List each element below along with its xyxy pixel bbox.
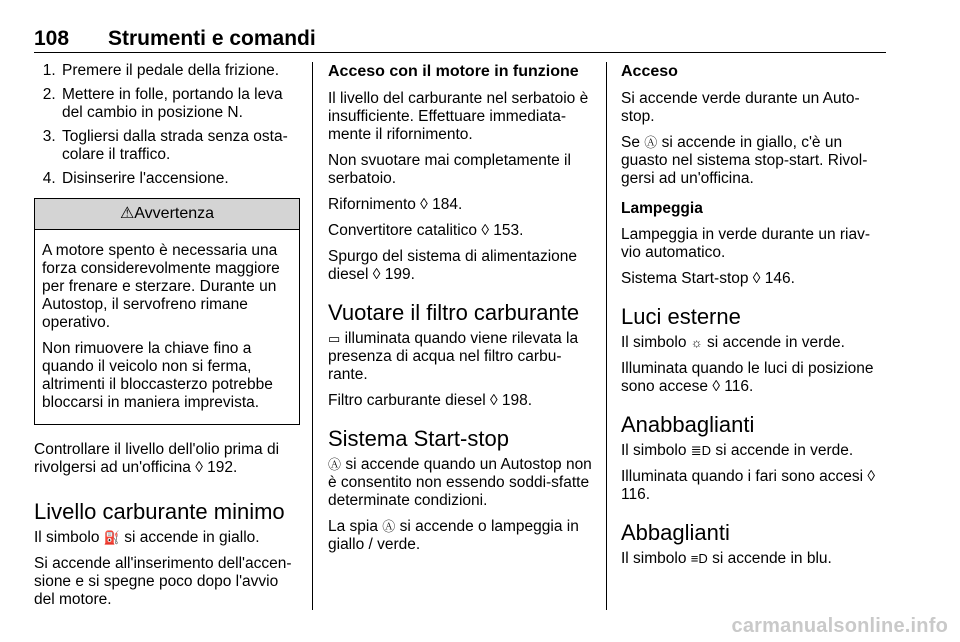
warning-header: [35, 199, 299, 230]
paragraph-text: si accende o lampeggia in giallo / verde.: [328, 518, 579, 553]
side-lights-icon: ☼: [690, 335, 703, 350]
section-heading: Livello carburante minimo: [34, 499, 285, 524]
paragraph: [34, 529, 300, 547]
symbol-label: Il simbolo: [34, 529, 100, 546]
section-heading: Luci esterne: [621, 304, 741, 329]
paragraph: Lampeggia in verde durante un riav-vio automatico.: [621, 226, 871, 261]
paragraph: [621, 550, 887, 568]
paragraph: Si accende verde durante un Auto-stop.: [621, 90, 860, 125]
paragraph: [621, 334, 887, 352]
column-divider: [606, 62, 607, 610]
paragraph: [328, 330, 594, 384]
paragraph: Il livello del carburante nel serbatoio è insufficiente. Effettuare immediata-mente il rifornimento.: [328, 90, 589, 143]
list-item: 2. Mettere in folle, portando la leva del cambio in posizione N.: [60, 86, 300, 122]
page-title: Strumenti e comandi: [108, 27, 316, 50]
water-in-fuel-icon: ▭: [328, 331, 341, 346]
paragraph: [621, 442, 887, 460]
reference: Filtro carburante diesel ◊ 198.: [328, 392, 533, 409]
warning-text: Non rimuovere la chiave fino a quando il veicolo non si ferma, altrimenti il bloccasterzo potrebbe bloccarsi in maniera imprevista.: [42, 340, 273, 411]
column-divider: [312, 62, 313, 610]
watermark: carmanualsonline.info: [731, 615, 948, 637]
list-item: 4. Disinserire l'accensione.: [60, 170, 300, 188]
list-item: 3. Togliersi dalla strada senza osta-colare il traffico.: [60, 128, 300, 164]
symbol-label: Il simbolo: [621, 334, 687, 351]
section-heading: Anabbaglianti: [621, 412, 755, 437]
symbol-label: Se: [621, 134, 640, 151]
column-3: [621, 62, 887, 576]
paragraph: Illuminata quando le luci di posizione sono accese ◊ 116.: [621, 360, 874, 395]
high-beam-icon: ≡D: [690, 551, 708, 566]
paragraph: Si accende all'inserimento dell'accen-sione e si spegne poco dopo l'avvio del motore.: [34, 555, 292, 608]
paragraph-text: si accende quando un Autostop non è consentito non essendo soddi-sfatte determinate condizioni.: [328, 456, 592, 509]
paragraph: Non svuotare mai completamente il serbatoio.: [328, 152, 571, 187]
column-2: [328, 62, 594, 562]
reference: Spurgo del sistema di alimentazione diesel ◊ 199.: [328, 248, 577, 283]
reference: Sistema Start-stop ◊ 146.: [621, 270, 795, 287]
page-header: [34, 24, 886, 53]
autostop-icon: Ⓐ: [644, 135, 658, 150]
paragraph-text: illuminata quando viene rilevata la presenza di acqua nel filtro carbu-rante.: [328, 330, 579, 383]
column-1: [34, 62, 300, 617]
paragraph-text: si accende in giallo, c'è un guasto nel sistema stop-start. Rivol-gersi ad un'officina.: [621, 134, 868, 187]
fuel-pump-icon: ⛽: [103, 530, 120, 545]
paragraph: [621, 134, 887, 188]
paragraph: Illuminata quando i fari sono accesi ◊ 116.: [621, 468, 876, 503]
page-number: 108: [34, 27, 70, 50]
subsection-heading: Acceso: [621, 63, 678, 80]
paragraph-text: si accende in giallo.: [124, 529, 260, 546]
subsection-heading: Acceso con il motore in funzione: [328, 63, 579, 80]
section-heading: Abbaglianti: [621, 520, 730, 545]
warning-text: A motore spento è necessaria una forza considerevolmente maggiore per frenare e sterzare. Durante un Autostop, il servofreno rimane operativo.: [42, 242, 280, 331]
reference: Rifornimento ◊ 184.: [328, 196, 463, 213]
steps-list: [34, 62, 300, 188]
autostop-icon: Ⓐ: [382, 519, 396, 534]
symbol-label: Il simbolo: [621, 550, 687, 567]
section-heading: Vuotare il filtro carburante: [328, 300, 580, 325]
paragraph-text: si accende in blu.: [712, 550, 832, 567]
paragraph: [328, 456, 594, 510]
paragraph: [328, 518, 594, 554]
section-heading: Sistema Start-stop: [328, 426, 509, 451]
symbol-label: La spia: [328, 518, 378, 535]
reference: Convertitore catalitico ◊ 153.: [328, 222, 524, 239]
warning-title: Avvertenza: [134, 205, 215, 222]
paragraph-text: si accende in verde.: [715, 442, 854, 459]
warning-box: [34, 198, 300, 425]
warning-triangle-icon: ⚠: [119, 205, 135, 222]
paragraph-text: si accende in verde.: [707, 334, 845, 351]
low-beam-icon: ≣D: [690, 443, 712, 458]
autostop-off-icon: Ⓐ: [328, 457, 342, 472]
symbol-label: Il simbolo: [621, 442, 687, 459]
subsection-heading: Lampeggia: [621, 200, 703, 217]
oil-text: Controllare il livello dell'olio prima di rivolgersi ad un'officina ◊ 192.: [34, 441, 280, 476]
list-item: 1. Premere il pedale della frizione.: [60, 62, 300, 80]
